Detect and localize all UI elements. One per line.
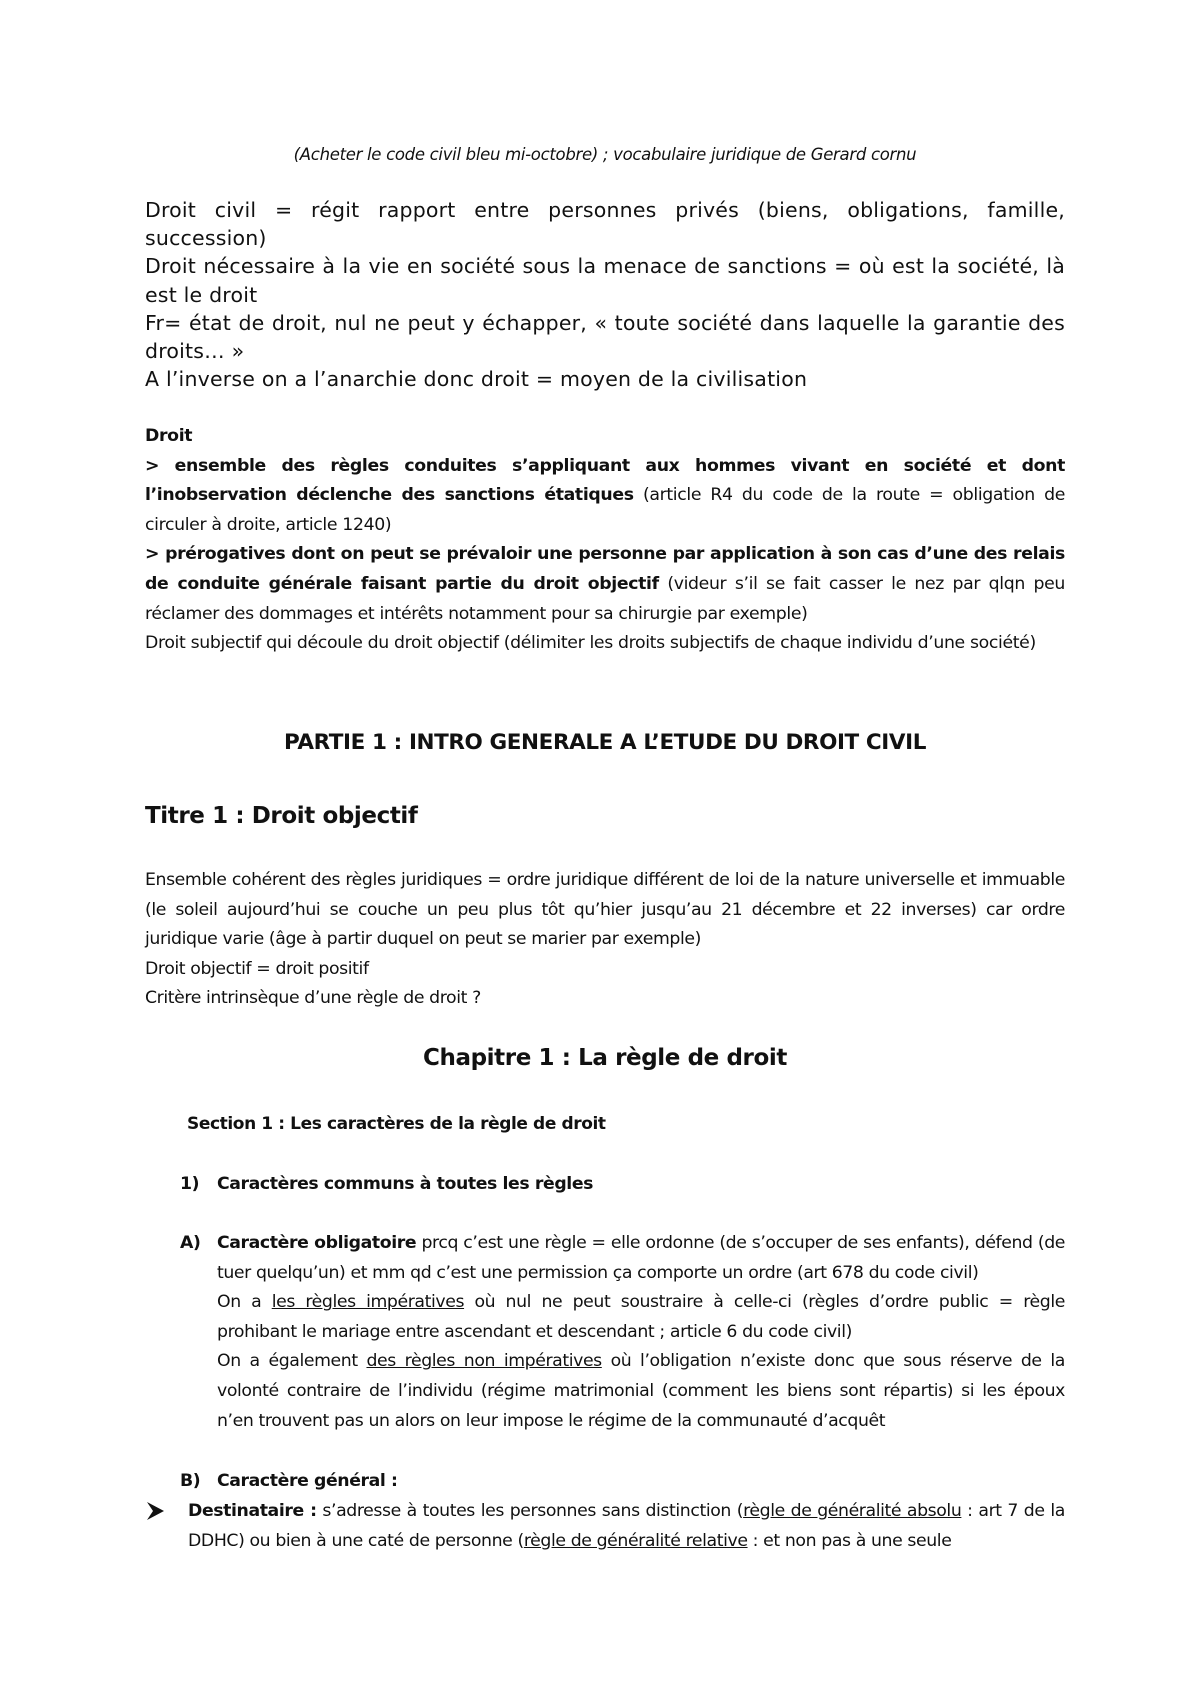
intro-line: Droit civil = régit rapport entre personnes privés (biens, obligations, famille, succession) bbox=[145, 198, 1065, 251]
chapitre-heading: Chapitre 1 : La règle de droit bbox=[423, 1045, 787, 1071]
definition-bold: > prérogatives dont on peut se prévaloir une personne par application à son cas d’une des relais de conduite générale faisant partie du droit objectif bbox=[145, 544, 1065, 594]
underlined-term: règle de généralité relative bbox=[523, 1530, 748, 1551]
underlined-term: des règles non impératives bbox=[366, 1351, 602, 1372]
header-note: (Acheter le code civil bleu mi-octobre) ; vocabulaire juridique de Gerard cornu bbox=[293, 145, 917, 164]
definition-subjectif bbox=[145, 540, 1065, 629]
droit-heading: Droit bbox=[145, 426, 193, 446]
droit-objectif-block bbox=[145, 866, 1065, 1014]
definition-objectif bbox=[145, 452, 1065, 541]
destinataire-label: Destinataire : bbox=[188, 1501, 317, 1521]
intro-line: Droit nécessaire à la vie en société sous la menace de sanctions = où est la société, là est le droit bbox=[145, 254, 1065, 307]
list-item-title: Caractères communs à toutes les règles bbox=[217, 1174, 594, 1194]
regles-imperatives-paragraph: On a les règles impératives où nul ne peut soustraire à celle-ci (règles d’ordre public = règle prohibant le mariage entre ascendant et descendant ; article 6 du code civil) bbox=[217, 1292, 1065, 1342]
objectif-line: Droit objectif = droit positif bbox=[145, 958, 369, 979]
objectif-line: Critère intrinsèque d’une règle de droit ? bbox=[145, 988, 481, 1009]
droit-definitions bbox=[145, 422, 1065, 659]
list-marker: 1) bbox=[180, 1174, 200, 1194]
list-item-b bbox=[145, 1467, 1065, 1497]
list-item-a bbox=[145, 1229, 1065, 1436]
list-marker: B) bbox=[180, 1471, 201, 1491]
intro-line: A l’inverse on a l’anarchie donc droit = moyen de la civilisation bbox=[145, 367, 808, 392]
partie-heading: PARTIE 1 : INTRO GENERALE A L’ETUDE DU DROIT CIVIL bbox=[283, 730, 927, 755]
definition-bold: > ensemble des règles conduites s’appliquant aux hommes vivant en société et dont l’inobservation déclenche des sanctions étatiques bbox=[145, 455, 1065, 506]
objectif-paragraph: Ensemble cohérent des règles juridiques = ordre juridique différent de loi de la nature universelle et immuable (le soleil aujourd’hui se couche un peu plus tôt qu’hier jusqu’au 21 décembre et 22 inverses) car ordre juridique varie (âge à partir duquel on peut se marier par exemple) bbox=[145, 870, 1065, 950]
underlined-term: les règles impératives bbox=[271, 1292, 465, 1313]
section-heading: Section 1 : Les caractères de la règle de droit bbox=[187, 1114, 606, 1134]
list-item-title: Caractère général : bbox=[217, 1471, 398, 1491]
destinataire-bullet bbox=[145, 1497, 1065, 1556]
titre-heading: Titre 1 : Droit objectif bbox=[145, 803, 418, 829]
caractere-obligatoire-paragraph bbox=[217, 1229, 1065, 1288]
list-item-title: Caractère obligatoire bbox=[217, 1233, 417, 1253]
arrowhead-bullet-icon bbox=[145, 1501, 165, 1521]
droit-subjectif-line: Droit subjectif qui découle du droit objectif (délimiter les droits subjectifs de chaque individu d’une société) bbox=[145, 633, 1036, 654]
intro-block bbox=[145, 196, 1065, 393]
destinataire-paragraph: Destinataire : s’adresse à toutes les personnes sans distinction (règle de généralité absolu : art 7 de la DDHC) ou bien à une caté de personne (règle de généralité relative : et non pas à une seule bbox=[188, 1501, 1065, 1551]
underlined-term: règle de généralité absolu bbox=[743, 1501, 962, 1521]
paragraph-text: prcq c’est une règle = elle ordonne (de s’occuper de ses enfants), défend (de tuer quelqu’un) et mm qd c’est une permission ça comporte un ordre (art 678 du code civil) bbox=[217, 1233, 1065, 1283]
list-item-1 bbox=[145, 1170, 1065, 1200]
regles-non-imperatives-paragraph: On a également des règles non impératives où l’obligation n’existe donc que sous réserve de la volonté contraire de l’individu (régime matrimonial (comment les biens sont répartis) si les époux n’en trouvent pas un alors on leur impose le régime de la communauté d’acquêt bbox=[217, 1351, 1065, 1431]
definition-text: (videur s’il se fait casser le nez par qlqn peu réclamer des dommages et intérêts notamment pour sa chirurgie par exemple) bbox=[145, 573, 1065, 624]
definition-text: (article R4 du code de la route = obligation de circuler à droite, article 1240) bbox=[145, 485, 1065, 535]
intro-line: Fr= état de droit, nul ne peut y échapper, « toute société dans laquelle la garantie des droits… » bbox=[145, 310, 1065, 364]
list-marker: A) bbox=[180, 1233, 201, 1253]
